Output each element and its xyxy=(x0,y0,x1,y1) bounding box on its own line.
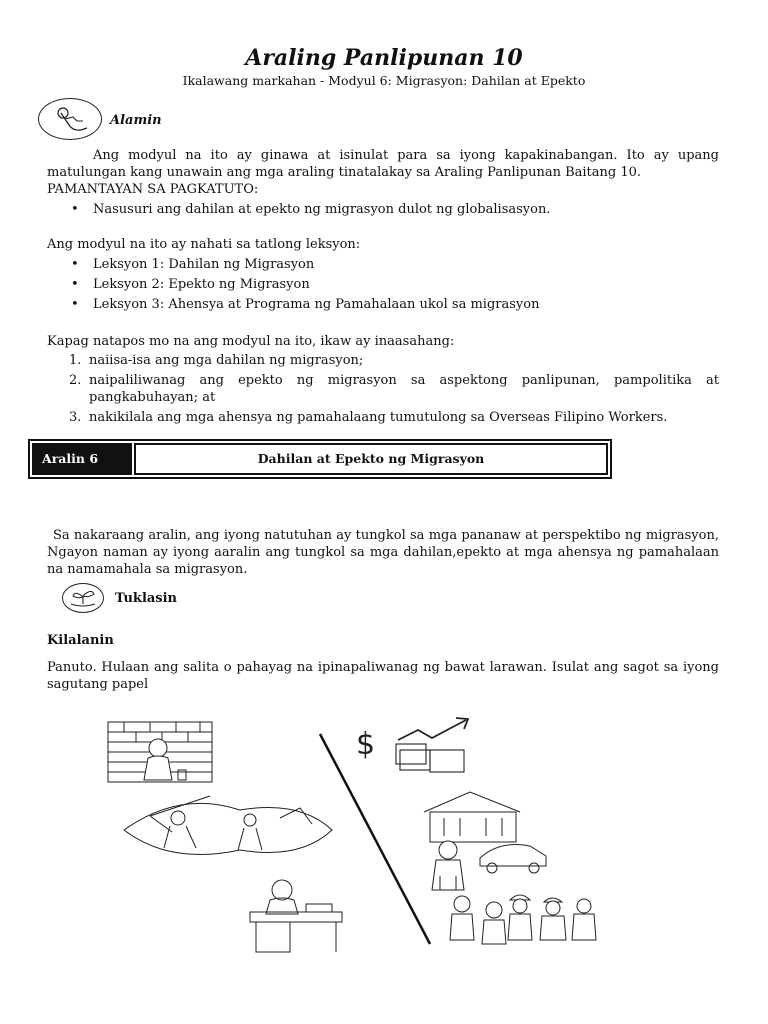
list-item: • Leksyon 2: Epekto ng Migrasyon xyxy=(67,276,707,296)
list-number: 2. xyxy=(69,373,82,388)
tuklasin-heading: Tuklasin xyxy=(115,591,178,606)
student-desk-illustration xyxy=(250,880,342,952)
page-subtitle: Ikalawang markahan - Modyul 6: Migrasyon: Dahilan at Epekto xyxy=(182,73,586,88)
standard-list xyxy=(67,201,707,221)
list-number: 1. xyxy=(69,353,82,368)
lesson-intro: Sa nakaraang aralin, ang iyong natutuhan ay tungkol sa mga pananaw at perspektibo ng migrasyon, Ngayon naman ay iyong aaralin ang tungkol sa mga dahilan,epekto at mga ahensya ng pamahalaan na namamahala sa migrasyon. xyxy=(47,528,719,577)
activity-instructions: Panuto. Hulaan ang salita o pahayag na ipinapaliwanag ng bawat larawan. Isulat ang sagot sa iyong sagutang papel xyxy=(47,660,719,692)
workers-group-illustration xyxy=(450,895,596,944)
standard-heading: PAMANTAYAN SA PAGKATUTO: xyxy=(47,182,259,197)
poverty-child-illustration xyxy=(108,722,212,782)
activity-title: Kilalanin xyxy=(47,633,114,648)
plant-seedling-icon xyxy=(62,583,104,613)
illustrations xyxy=(0,700,768,1000)
prosperity-illustration xyxy=(424,792,546,890)
lesson-banner xyxy=(28,439,612,479)
list-item: • Leksyon 1: Dahilan ng Migrasyon xyxy=(67,256,707,276)
lesson-list xyxy=(67,256,707,316)
list-item xyxy=(63,409,719,426)
lessons-intro: Ang modyul na ito ay nahati sa tatlong leksyon: xyxy=(47,237,361,252)
list-number: 3. xyxy=(69,410,82,425)
list-text: naiisa-isa ang mga dahilan ng migrasyon; xyxy=(89,353,364,368)
alamin-heading: Alamin xyxy=(110,113,162,128)
list-item xyxy=(63,372,719,409)
list-item: • Leksyon 3: Ahensya at Programa ng Pamahalaan ukol sa migrasyon xyxy=(67,296,707,316)
hand-pointer-icon xyxy=(38,98,102,140)
lesson-label: Aralin 6 xyxy=(32,443,132,475)
page-title: Araling Panlipunan 10 xyxy=(245,45,523,71)
expectations-list xyxy=(63,352,719,426)
list-text: nakikilala ang mga ahensya ng pamahalaang tumutulong sa Overseas Filipino Workers. xyxy=(89,410,668,425)
lesson-title: Dahilan at Epekto ng Migrasyon xyxy=(134,443,608,475)
alamin-intro: Ang modyul na ito ay ginawa at isinulat para sa iyong kapakinabangan. Ito ay upang matulungan kang unawain ang mga araling tinatalakay sa Araling Panlipunan Baitang 10. xyxy=(47,148,719,180)
war-conflict-illustration xyxy=(124,796,332,855)
list-item: • Nasusuri ang dahilan at epekto ng migrasyon dulot ng globalisasyon. xyxy=(67,201,707,221)
svg-text:$: $ xyxy=(356,727,376,762)
list-item xyxy=(63,352,719,372)
list-text: naipaliliwanag ang epekto ng migrasyon sa aspektong panlipunan, pampolitika at pangkabuhayan; at xyxy=(89,373,719,405)
money-growth-illustration xyxy=(356,718,468,772)
expectations-intro: Kapag natapos mo na ang modyul na ito, ikaw ay inaasahang: xyxy=(47,334,455,349)
